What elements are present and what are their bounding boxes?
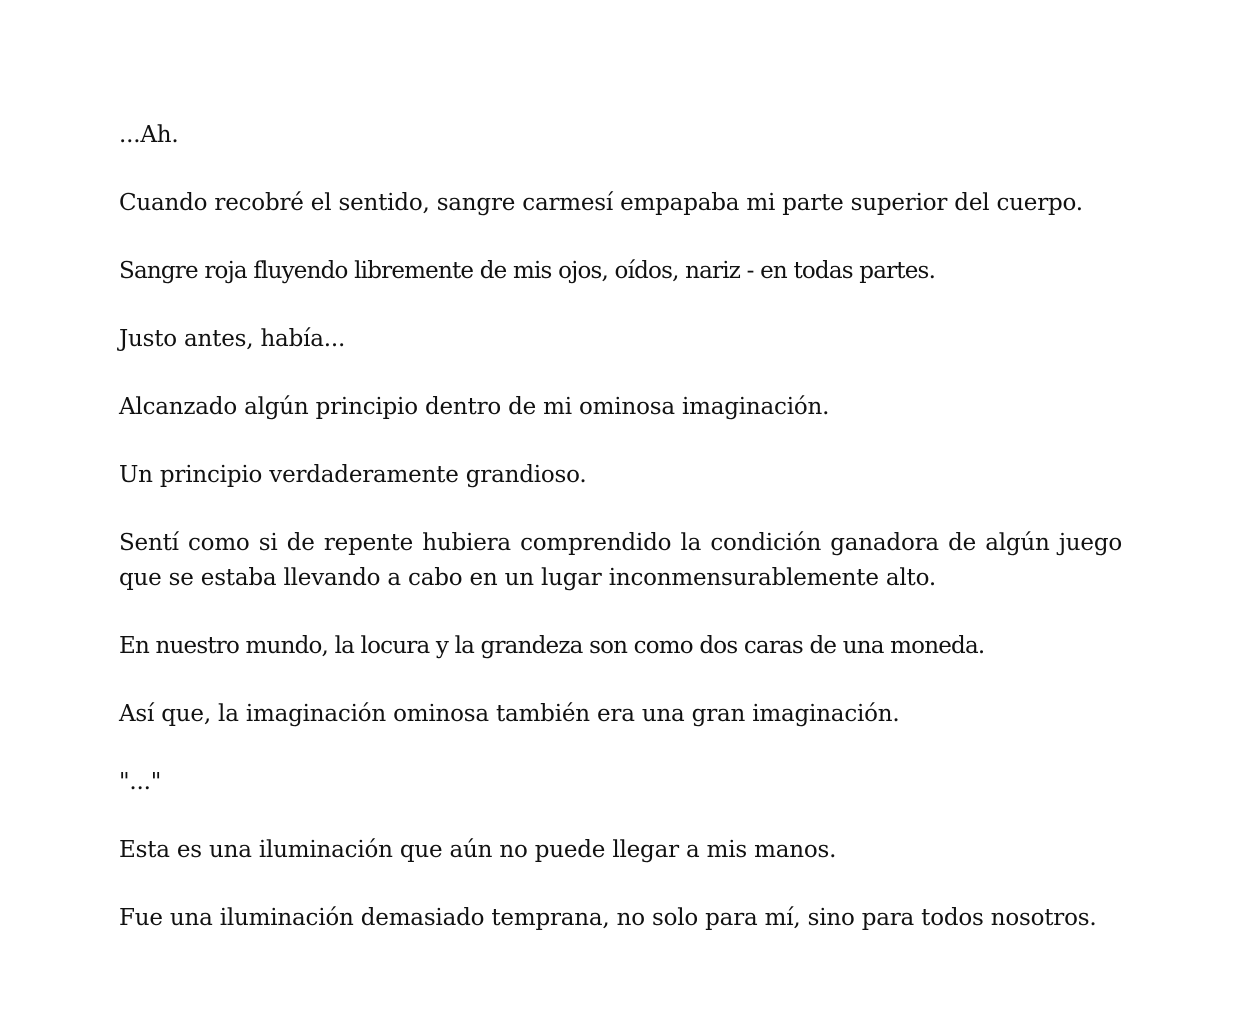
paragraph-6: Un principio verdaderamente grandioso. — [119, 462, 587, 488]
paragraph-9: Así que, la imaginación ominosa también era una gran imaginación. — [119, 701, 900, 727]
paragraph-1: ...Ah. — [119, 122, 179, 148]
paragraph-5: Alcanzado algún principio dentro de mi ominosa imaginación. — [119, 394, 830, 420]
paragraph-10: "..." — [119, 769, 162, 795]
paragraph-4: Justo antes, había... — [119, 326, 346, 352]
paragraph-11: Esta es una iluminación que aún no puede llegar a mis manos. — [119, 837, 837, 863]
paragraph-2: Cuando recobré el sentido, sangre carmesí empapaba mi parte superior del cuerpo. — [119, 190, 1083, 216]
paragraph-7: Sentí como si de repente hubiera comprendido la condición ganadora de algún juego que se estaba llevando a cabo en un lugar inconmensurablemente alto. — [119, 530, 1122, 591]
document-body — [119, 118, 1122, 969]
paragraph-8: En nuestro mundo, la locura y la grandeza son como dos caras de una moneda. — [119, 633, 985, 659]
paragraph-12: Fue una iluminación demasiado temprana, no solo para mí, sino para todos nosotros. — [119, 905, 1097, 931]
paragraph-3: Sangre roja fluyendo libremente de mis ojos, oídos, nariz - en todas partes. — [119, 258, 936, 284]
